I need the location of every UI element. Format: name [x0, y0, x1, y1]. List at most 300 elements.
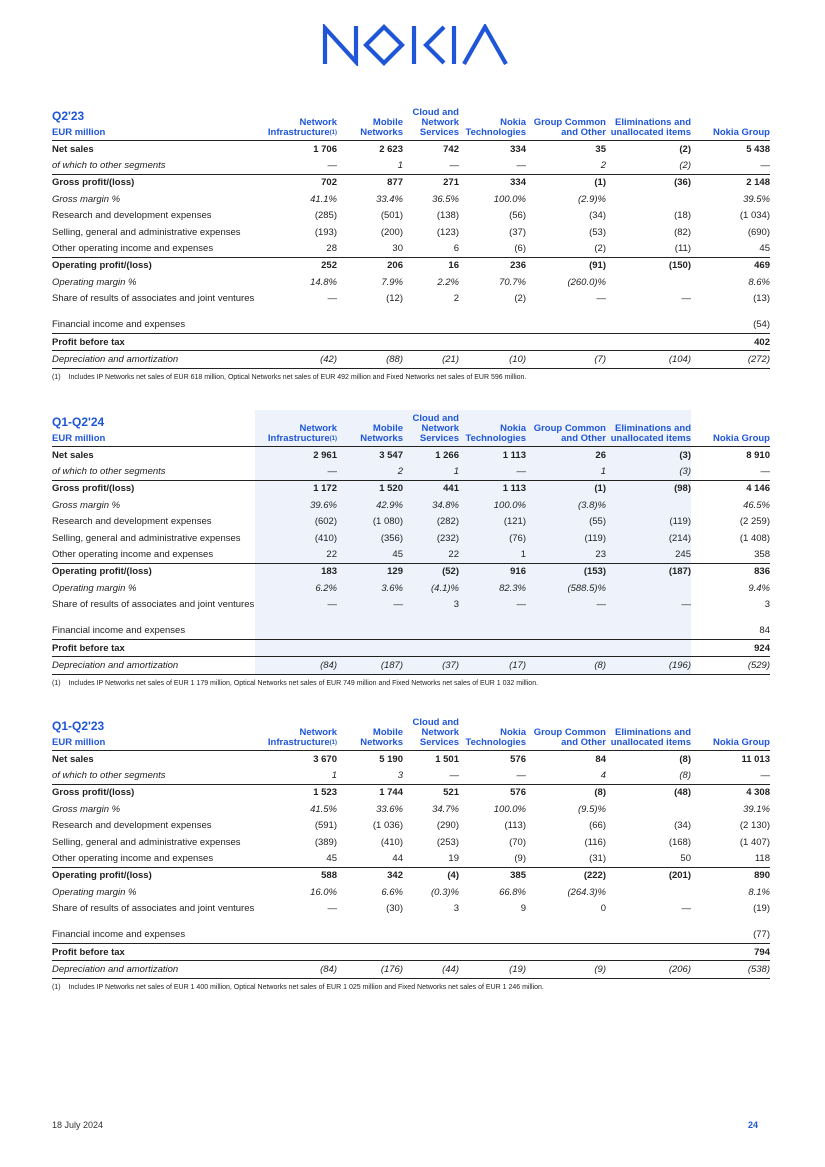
- cell-nokia-technologies: [459, 639, 526, 656]
- cell-nokia-group: 402: [691, 333, 770, 350]
- cell-nokia-technologies: 100.0%: [459, 497, 526, 513]
- row-label: Other operating income and expenses: [52, 549, 214, 561]
- cell-nokia-technologies: —: [516, 160, 526, 172]
- cell-nokia-technologies: 9: [520, 902, 526, 914]
- cell-nokia-technologies: [459, 943, 526, 960]
- cell-network-infrastructure: 28: [326, 243, 337, 255]
- row-label: Other operating income and expenses: [52, 853, 214, 865]
- cell-group-common-other: (2): [594, 243, 606, 255]
- cell-nokia-technologies: (17): [459, 657, 526, 674]
- cell-network-infrastructure: —: [327, 292, 337, 304]
- table-row: [52, 208, 770, 224]
- cell-mobile-networks: (410): [380, 836, 403, 848]
- table-row: [52, 751, 770, 768]
- cell-nokia-group: (538): [691, 961, 770, 978]
- cell-group-common-other: (34): [589, 210, 606, 222]
- cell-nokia-technologies: 1: [459, 546, 526, 563]
- cell-group-common-other: 2: [600, 160, 606, 172]
- cell-nokia-group: 8.6%: [748, 276, 770, 288]
- cell-eliminations: (196): [606, 657, 691, 674]
- column-header-cloud-network-services: Cloud and Network Services: [403, 714, 459, 751]
- cell-eliminations: [606, 191, 691, 207]
- cell-cloud-network-services: 742: [443, 143, 459, 155]
- cell-nokia-group: 8.1%: [748, 886, 770, 898]
- cell-cloud-network-services: (37): [403, 657, 459, 674]
- cell-nokia-technologies: —: [516, 770, 526, 782]
- period-header: [52, 104, 255, 141]
- cell-mobile-networks: [337, 317, 403, 334]
- row-label: Operating margin %: [52, 582, 137, 594]
- cell-nokia-technologies: 70.7%: [499, 276, 526, 288]
- row-label: Depreciation and amortization: [52, 351, 255, 368]
- cell-network-infrastructure: 22: [255, 546, 337, 563]
- cell-nokia-technologies: 1 113: [459, 447, 526, 464]
- row-label: Share of results of associates and joint ventures: [52, 902, 255, 914]
- cell-nokia-group: (1 034): [739, 210, 770, 222]
- footnote-q1-q2-24: (1) Includes IP Networks net sales of EUR 1 179 million, Optical Networks net sales of EUR 749 million and Fixed Networks net sales of EUR 1 032 million.: [52, 680, 539, 687]
- cell-cloud-network-services: [403, 317, 459, 334]
- cell-cloud-network-services: (4.1)%: [403, 580, 459, 596]
- financial-table: [52, 104, 770, 369]
- row-label: Net sales: [52, 143, 94, 155]
- cell-nokia-group: (2 130): [739, 820, 770, 832]
- cell-network-infrastructure: 1: [331, 770, 337, 782]
- row-label: Operating margin %: [52, 886, 137, 898]
- table-row: [52, 801, 770, 817]
- cell-eliminations: (201): [606, 867, 691, 884]
- cell-nokia-group: 9.4%: [748, 582, 770, 594]
- cell-group-common-other: 4: [600, 770, 606, 782]
- cell-nokia-technologies: 576: [459, 784, 526, 801]
- row-label: Gross profit/(loss): [52, 174, 255, 191]
- cell-mobile-networks: 2 623: [379, 143, 403, 155]
- table-row: [52, 240, 770, 257]
- cell-nokia-technologies: (113): [504, 820, 526, 832]
- cell-eliminations: —: [681, 292, 691, 304]
- cell-eliminations: [606, 580, 691, 596]
- cell-group-common-other: 0: [600, 902, 606, 914]
- cell-eliminations: (214): [606, 530, 691, 546]
- cell-eliminations: (2): [679, 160, 691, 172]
- table-row: [52, 901, 770, 927]
- cell-mobile-networks: 877: [337, 174, 403, 191]
- cell-nokia-group: 39.5%: [743, 193, 770, 205]
- cell-nokia-group: 45: [759, 243, 770, 255]
- row-label: Gross profit/(loss): [52, 784, 255, 801]
- cell-group-common-other: 1: [526, 463, 606, 480]
- cell-cloud-network-services: 34.7%: [432, 803, 459, 815]
- table-row: [52, 834, 770, 850]
- cell-group-common-other: (3.8)%: [526, 497, 606, 513]
- cell-nokia-group: 4 308: [691, 784, 770, 801]
- period-title: Q1-Q2'23: [52, 719, 105, 733]
- cell-group-common-other: —: [596, 292, 606, 304]
- cell-cloud-network-services: (4): [403, 867, 459, 884]
- cell-network-infrastructure: 588: [255, 867, 337, 884]
- cell-group-common-other: (91): [526, 257, 606, 274]
- cell-network-infrastructure: 702: [255, 174, 337, 191]
- footnote-q2-23: (1) Includes IP Networks net sales of EUR 618 million, Optical Networks net sales of EUR 492 million and Fixed Networks net sales of EUR 596 million.: [52, 374, 527, 381]
- column-header-nokia-technologies: Nokia Technologies: [459, 410, 526, 447]
- column-header-nokia-technologies: Nokia Technologies: [459, 104, 526, 141]
- cell-eliminations: (187): [606, 563, 691, 580]
- cell-mobile-networks: [337, 623, 403, 640]
- cell-cloud-network-services: —: [449, 160, 459, 172]
- row-label: Gross profit/(loss): [52, 480, 255, 497]
- cell-mobile-networks: (88): [337, 351, 403, 368]
- cell-group-common-other: 26: [526, 447, 606, 464]
- period-title: Q2'23: [52, 109, 85, 123]
- cell-mobile-networks: 42.9%: [337, 497, 403, 513]
- table-row: [52, 867, 770, 884]
- cell-group-common-other: (53): [589, 226, 606, 238]
- row-label: Financial income and expenses: [52, 929, 186, 941]
- cell-cloud-network-services: 441: [403, 480, 459, 497]
- cell-eliminations: (150): [606, 257, 691, 274]
- cell-network-infrastructure: 6.2%: [255, 580, 337, 596]
- cell-eliminations: (8): [679, 753, 691, 765]
- table-row: [52, 943, 770, 960]
- table-row: [52, 463, 770, 480]
- cell-network-infrastructure: 39.6%: [255, 497, 337, 513]
- cell-group-common-other: (66): [589, 820, 606, 832]
- column-header-group-common-other: Group Common and Other: [526, 714, 606, 751]
- cell-network-infrastructure: 45: [326, 853, 337, 865]
- row-label: Research and development expenses: [52, 516, 212, 528]
- cell-group-common-other: (260.0)%: [567, 276, 606, 288]
- cell-mobile-networks: —: [337, 597, 403, 623]
- column-header-cloud-network-services: Cloud and Network Services: [403, 104, 459, 141]
- cell-group-common-other: [526, 333, 606, 350]
- cell-mobile-networks: 129: [337, 563, 403, 580]
- cell-cloud-network-services: (232): [403, 530, 459, 546]
- table-row: [52, 141, 770, 158]
- column-header-nokia-group: Nokia Group: [691, 714, 770, 751]
- table-row: [52, 818, 770, 834]
- cell-nokia-technologies: —: [459, 597, 526, 623]
- report-date: 18 July 2024: [52, 1120, 104, 1130]
- unit-label: EUR million: [52, 433, 106, 444]
- table-row: [52, 597, 770, 623]
- table-row: [52, 351, 770, 368]
- cell-nokia-technologies: (121): [459, 514, 526, 530]
- cell-nokia-group: (1 407): [739, 836, 770, 848]
- table-row: [52, 224, 770, 240]
- cell-group-common-other: (8): [526, 657, 606, 674]
- row-label: Net sales: [52, 753, 94, 765]
- footnote-marker: (1): [329, 436, 337, 442]
- financial-table: [52, 410, 770, 675]
- cell-network-infrastructure: [255, 333, 337, 350]
- cell-nokia-group: 46.5%: [743, 499, 770, 511]
- cell-mobile-networks: (1 036): [372, 820, 403, 832]
- cell-network-infrastructure: —: [255, 597, 337, 623]
- table-row: [52, 657, 770, 674]
- cell-eliminations: —: [681, 902, 691, 914]
- cell-nokia-technologies: 66.8%: [499, 886, 526, 898]
- cell-group-common-other: [526, 639, 606, 656]
- cell-nokia-group: 469: [691, 257, 770, 274]
- cell-eliminations: [606, 943, 691, 960]
- cell-nokia-technologies: 385: [459, 867, 526, 884]
- cell-network-infrastructure: (389): [314, 836, 337, 848]
- cell-nokia-group: (1 408): [739, 532, 770, 544]
- cell-network-infrastructure: (591): [314, 820, 337, 832]
- cell-nokia-group: 3: [764, 598, 770, 610]
- cell-mobile-networks: 30: [392, 243, 403, 255]
- column-header-eliminations: Eliminations and unallocated items: [606, 714, 691, 751]
- cell-group-common-other: 23: [526, 546, 606, 563]
- table-row: [52, 291, 770, 317]
- cell-mobile-networks: 6.6%: [381, 886, 403, 898]
- segment-table-q1-q2-23: [52, 714, 770, 979]
- cell-nokia-technologies: (19): [459, 961, 526, 978]
- footnote-marker: (1): [329, 740, 337, 746]
- cell-cloud-network-services: (290): [436, 820, 459, 832]
- cell-cloud-network-services: [403, 333, 459, 350]
- cell-mobile-networks: (200): [380, 226, 403, 238]
- cell-mobile-networks: (12): [386, 292, 403, 304]
- footnote-marker: (1): [329, 130, 337, 136]
- page-number: 24: [748, 1120, 759, 1130]
- cell-network-infrastructure: 14.8%: [310, 276, 337, 288]
- cell-mobile-networks: [337, 943, 403, 960]
- cell-network-infrastructure: 1 172: [255, 480, 337, 497]
- cell-group-common-other: (222): [526, 867, 606, 884]
- column-header-network-infrastructure: Network Infrastructure$^{(1)}$: [255, 104, 337, 141]
- cell-eliminations: [606, 801, 691, 817]
- cell-cloud-network-services: 3: [453, 902, 459, 914]
- cell-nokia-group: (2 259): [739, 516, 770, 528]
- cell-mobile-networks: 342: [337, 867, 403, 884]
- cell-network-infrastructure: —: [327, 160, 337, 172]
- cell-group-common-other: 84: [595, 753, 606, 765]
- cell-nokia-group: 358: [754, 549, 770, 561]
- cell-nokia-group: 794: [691, 943, 770, 960]
- cell-mobile-networks: (356): [337, 530, 403, 546]
- cell-eliminations: (34): [674, 820, 691, 832]
- cell-nokia-group: —: [760, 160, 770, 172]
- cell-cloud-network-services: 3: [403, 597, 459, 623]
- row-label: Operating profit/(loss): [52, 257, 255, 274]
- segment-table-q2-23: [52, 104, 770, 369]
- cell-nokia-technologies: 82.3%: [459, 580, 526, 596]
- row-label: Selling, general and administrative expenses: [52, 836, 241, 848]
- cell-eliminations: (36): [606, 174, 691, 191]
- column-header-cloud-network-services: Cloud and Network Services: [403, 410, 459, 447]
- column-header-eliminations: Eliminations and unallocated items: [606, 410, 691, 447]
- cell-nokia-group: (77): [753, 929, 770, 941]
- cell-mobile-networks: 3: [397, 770, 403, 782]
- column-header-mobile-networks: Mobile Networks: [337, 104, 403, 141]
- segment-table-q1-q2-24: [52, 410, 770, 675]
- row-label: Profit before tax: [52, 333, 255, 350]
- cell-group-common-other: (55): [526, 514, 606, 530]
- cell-nokia-group: (13): [753, 292, 770, 304]
- cell-nokia-group: 8 910: [746, 449, 770, 461]
- cell-eliminations: (206): [606, 961, 691, 978]
- cell-network-infrastructure: (602): [255, 514, 337, 530]
- cell-nokia-group: 5 438: [746, 143, 770, 155]
- cell-eliminations: (18): [674, 210, 691, 222]
- cell-cloud-network-services: [403, 943, 459, 960]
- cell-nokia-group: 84: [759, 625, 770, 637]
- cell-network-infrastructure: 2 961: [255, 447, 337, 464]
- cell-eliminations: —: [606, 597, 691, 623]
- cell-cloud-network-services: (282): [403, 514, 459, 530]
- table-row: [52, 546, 770, 563]
- cell-nokia-technologies: [459, 333, 526, 350]
- cell-eliminations: [606, 639, 691, 656]
- cell-group-common-other: (153): [526, 563, 606, 580]
- cell-network-infrastructure: (193): [314, 226, 337, 238]
- cell-cloud-network-services: [403, 639, 459, 656]
- row-label: Operating margin %: [52, 276, 137, 288]
- cell-mobile-networks: (176): [337, 961, 403, 978]
- cell-nokia-technologies: 100.0%: [493, 803, 526, 815]
- cell-cloud-network-services: 16: [403, 257, 459, 274]
- cell-mobile-networks: 45: [337, 546, 403, 563]
- cell-network-infrastructure: 3 670: [313, 753, 337, 765]
- cell-group-common-other: [526, 623, 606, 640]
- cell-mobile-networks: (501): [380, 210, 403, 222]
- row-label: Gross margin %: [52, 193, 121, 205]
- cell-cloud-network-services: 271: [403, 174, 459, 191]
- cell-nokia-technologies: [459, 927, 526, 944]
- cell-network-infrastructure: 41.1%: [310, 193, 337, 205]
- cell-group-common-other: (264.3)%: [567, 886, 606, 898]
- cell-nokia-technologies: 334: [510, 143, 526, 155]
- cell-nokia-technologies: (9): [514, 853, 526, 865]
- table-row: [52, 317, 770, 334]
- table-row: [52, 447, 770, 464]
- period-title: Q1-Q2'24: [52, 415, 105, 429]
- cell-network-infrastructure: 183: [255, 563, 337, 580]
- cell-mobile-networks: (30): [386, 902, 403, 914]
- cell-cloud-network-services: 34.8%: [403, 497, 459, 513]
- cell-cloud-network-services: (253): [436, 836, 459, 848]
- cell-group-common-other: [526, 943, 606, 960]
- cell-eliminations: (48): [606, 784, 691, 801]
- cell-group-common-other: (1): [526, 174, 606, 191]
- cell-eliminations: [606, 884, 691, 900]
- period-header: [52, 714, 255, 751]
- unit-label: EUR million: [52, 737, 106, 748]
- cell-cloud-network-services: (123): [436, 226, 459, 238]
- cell-group-common-other: 35: [595, 143, 606, 155]
- cell-mobile-networks: 206: [337, 257, 403, 274]
- row-label: Depreciation and amortization: [52, 657, 255, 674]
- table-row: [52, 480, 770, 497]
- cell-network-infrastructure: [255, 927, 337, 944]
- cell-cloud-network-services: [403, 927, 459, 944]
- cell-nokia-group: (529): [691, 657, 770, 674]
- cell-network-infrastructure: 1 706: [313, 143, 337, 155]
- cell-cloud-network-services: 2.2%: [437, 276, 459, 288]
- cell-mobile-networks: 7.9%: [381, 276, 403, 288]
- cell-nokia-technologies: 576: [510, 753, 526, 765]
- cell-cloud-network-services: (138): [436, 210, 459, 222]
- cell-eliminations: 245: [606, 546, 691, 563]
- cell-cloud-network-services: 1 266: [403, 447, 459, 464]
- cell-network-infrastructure: (84): [255, 657, 337, 674]
- nokia-logo-icon: [322, 24, 512, 66]
- cell-cloud-network-services: 22: [403, 546, 459, 563]
- cell-network-infrastructure: [255, 623, 337, 640]
- cell-nokia-group: 39.1%: [743, 803, 770, 815]
- cell-eliminations: [606, 623, 691, 640]
- cell-network-infrastructure: 252: [255, 257, 337, 274]
- cell-eliminations: (2): [679, 143, 691, 155]
- cell-network-infrastructure: —: [255, 463, 337, 480]
- row-label: Operating profit/(loss): [52, 563, 255, 580]
- cell-mobile-networks: 3 547: [337, 447, 403, 464]
- cell-nokia-group: 2 148: [691, 174, 770, 191]
- cell-eliminations: [606, 927, 691, 944]
- table-row: [52, 884, 770, 900]
- cell-group-common-other: (1): [526, 480, 606, 497]
- table-row: [52, 497, 770, 513]
- cell-network-infrastructure: (84): [255, 961, 337, 978]
- cell-eliminations: (82): [674, 226, 691, 238]
- cell-nokia-group: (19): [753, 902, 770, 914]
- cell-mobile-networks: 3.6%: [337, 580, 403, 596]
- table-row: [52, 333, 770, 350]
- table-row: [52, 563, 770, 580]
- cell-group-common-other: (31): [589, 853, 606, 865]
- row-label: Research and development expenses: [52, 820, 212, 832]
- column-header-nokia-group: Nokia Group: [691, 104, 770, 141]
- cell-group-common-other: (7): [526, 351, 606, 368]
- row-label: Share of results of associates and joint ventures: [52, 598, 255, 610]
- cell-nokia-technologies: 1 113: [459, 480, 526, 497]
- cell-mobile-networks: 5 190: [379, 753, 403, 765]
- cell-cloud-network-services: 2: [453, 292, 459, 304]
- row-label: of which to other segments: [52, 770, 166, 782]
- cell-mobile-networks: (1 080): [337, 514, 403, 530]
- row-label: of which to other segments: [52, 160, 166, 172]
- cell-nokia-technologies: —: [459, 463, 526, 480]
- table-row: [52, 927, 770, 944]
- cell-network-infrastructure: (285): [314, 210, 337, 222]
- cell-network-infrastructure: 16.0%: [310, 886, 337, 898]
- cell-eliminations: [606, 497, 691, 513]
- cell-group-common-other: —: [526, 597, 606, 623]
- cell-group-common-other: [526, 927, 606, 944]
- cell-network-infrastructure: 41.5%: [310, 803, 337, 815]
- cell-network-infrastructure: [255, 639, 337, 656]
- table-row: [52, 191, 770, 207]
- cell-network-infrastructure: (410): [255, 530, 337, 546]
- column-header-mobile-networks: Mobile Networks: [337, 410, 403, 447]
- financial-table: [52, 714, 770, 979]
- row-label: Financial income and expenses: [52, 319, 186, 331]
- nokia-logo: [322, 24, 512, 66]
- footnote-q1-q2-23: (1) Includes IP Networks net sales of EUR 1 400 million, Optical Networks net sales of EUR 1 025 million and Fixed Networks net sales of EUR 1 246 million.: [52, 984, 544, 991]
- unit-label: EUR million: [52, 127, 106, 138]
- cell-nokia-technologies: (76): [459, 530, 526, 546]
- table-row: [52, 530, 770, 546]
- table-row: [52, 767, 770, 784]
- cell-cloud-network-services: [403, 623, 459, 640]
- cell-mobile-networks: [337, 927, 403, 944]
- cell-cloud-network-services: 521: [403, 784, 459, 801]
- cell-nokia-technologies: 236: [459, 257, 526, 274]
- table-row: [52, 639, 770, 656]
- cell-nokia-technologies: (37): [509, 226, 526, 238]
- cell-nokia-technologies: [459, 623, 526, 640]
- cell-group-common-other: (588.5)%: [526, 580, 606, 596]
